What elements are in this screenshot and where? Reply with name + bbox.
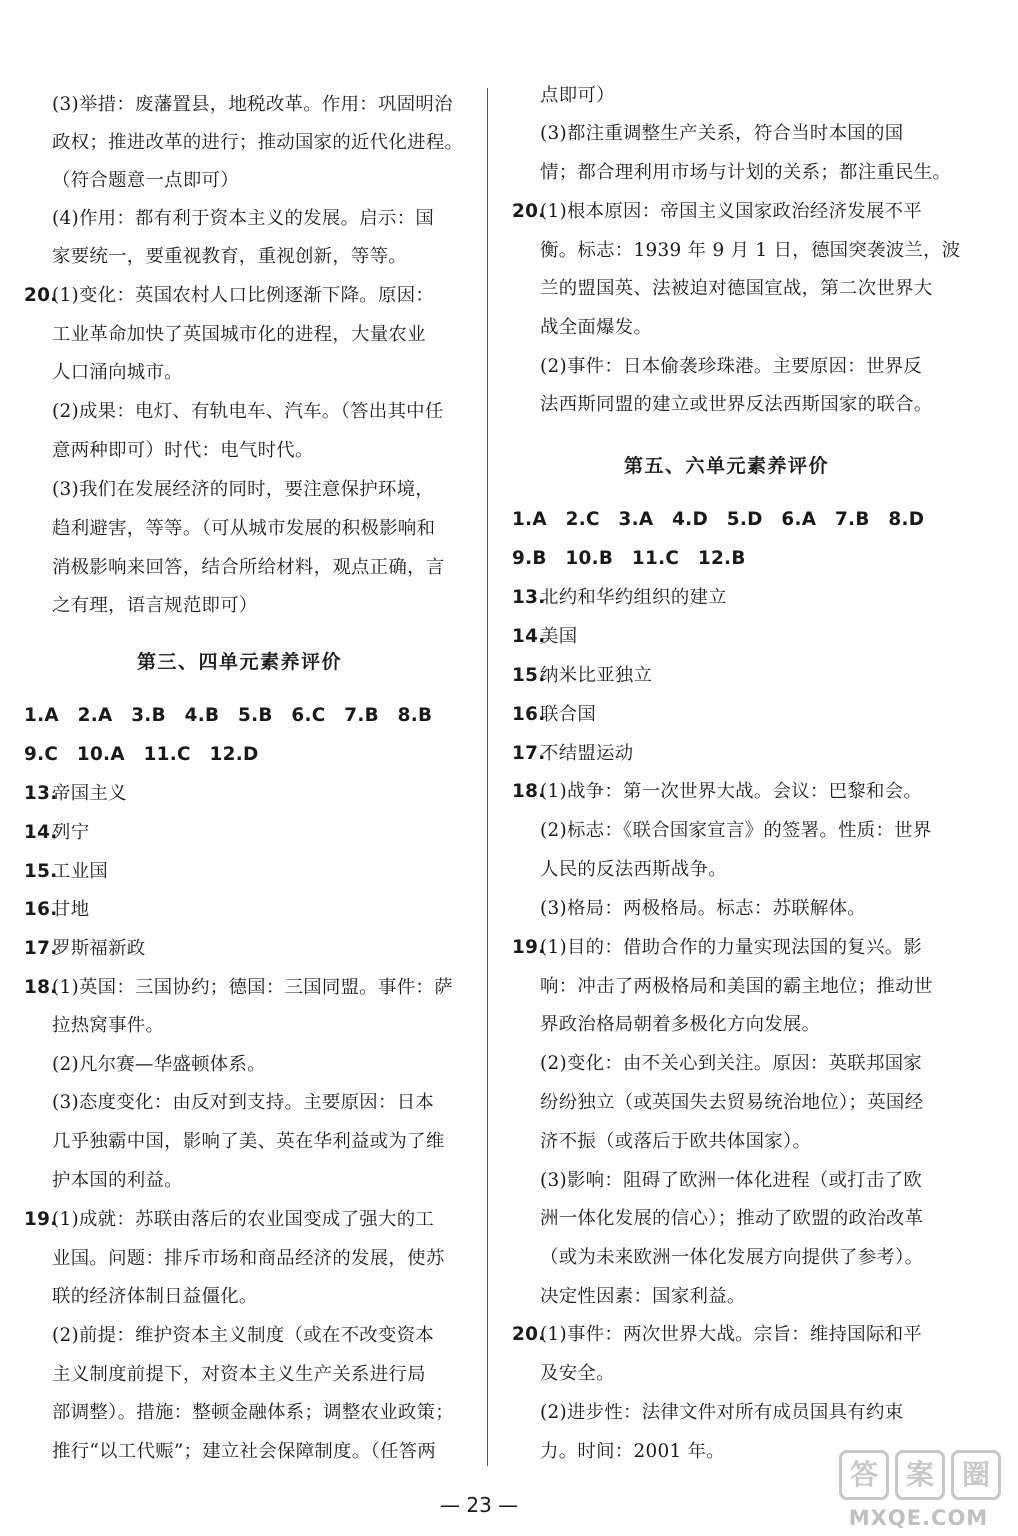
choice-answers: 9.B 10.B 11.C 12.B <box>512 548 746 569</box>
answer-text: (2)事件：日本偷袭珍珠港。主要原因：世界反 <box>540 356 923 377</box>
answer-text: 政权；推进改革的进行；推动国家的近代化进程。 <box>52 132 464 153</box>
right-column-line <box>540 277 933 301</box>
answer-text: (3)态度变化：由反对到支持。主要原因：日本 <box>52 1092 435 1113</box>
answer-text: 人民的反法西斯战争。 <box>540 859 727 880</box>
left-column-line <box>52 1014 164 1038</box>
left-column-line <box>52 1363 426 1387</box>
right-column-line <box>540 1362 615 1386</box>
left-column-line <box>52 1053 266 1077</box>
left-column-line <box>24 1208 434 1232</box>
question-number: 15. <box>24 861 58 882</box>
answer-text: (3)影响：阻碍了欧洲一体化进程（或打击了欧 <box>540 1170 923 1191</box>
right-column-line <box>512 664 652 688</box>
left-column-line <box>52 1130 445 1154</box>
right-column-line <box>540 161 951 185</box>
answer-text: （符合题意一点即可） <box>52 170 239 191</box>
choice-answers: 9.C 10.A 11.C 12.D <box>24 744 259 765</box>
right-column-line <box>512 200 922 224</box>
page-number: — 23 — <box>440 1493 519 1517</box>
left-column-line <box>24 782 127 806</box>
answer-text: (1)事件：两次世界大战。宗旨：维持国际和平 <box>540 1324 923 1345</box>
question-number: 17. <box>24 938 58 959</box>
right-column-line <box>540 1130 811 1154</box>
right-column-line <box>512 936 922 960</box>
answer-text: 帝国主义 <box>52 783 127 804</box>
right-column-line <box>540 897 866 921</box>
question-number: 18. <box>512 781 546 802</box>
left-column-line <box>52 517 435 541</box>
answer-text: 响：冲击了两极格局和美国的霸主地位；推动世 <box>540 976 933 997</box>
left-column-line <box>24 704 432 728</box>
left-column-line <box>52 93 453 117</box>
question-number: 20. <box>512 1324 546 1345</box>
answer-text: 兰的盟国英、法被迫对德国宣战，第二次世界大 <box>540 278 933 299</box>
answer-text: 之有理，语言规范即可） <box>52 595 258 616</box>
left-column-line <box>24 937 145 961</box>
right-column-line <box>540 1052 922 1076</box>
question-number: 19. <box>512 937 546 958</box>
answer-text: 趋利避害，等等。（可从城市发展的积极影响和 <box>52 518 436 539</box>
answer-text: 纳米比亚独立 <box>540 665 653 686</box>
watermark-url: MXQE.COM <box>848 1506 989 1530</box>
answer-text: (1)英国：三国协约；德国：三国同盟。事件：萨 <box>52 977 453 998</box>
right-column-line <box>512 780 922 804</box>
answer-text: (1)变化：英国农村人口比例逐渐下降。原因： <box>52 285 435 306</box>
answer-text: (1)目的：借助合作的力量实现法国的复兴。影 <box>540 937 923 958</box>
answer-text: (1)战争：第一次世界大战。会议：巴黎和会。 <box>540 781 923 802</box>
right-column-line <box>540 239 960 263</box>
question-number: 18. <box>24 977 58 998</box>
right-column-line <box>540 1401 903 1425</box>
right-column-line <box>512 1323 922 1347</box>
right-column-line <box>540 975 933 999</box>
answer-text: (3)都注重调整生产关系，符合当时本国的国 <box>540 123 904 144</box>
right-column-line <box>512 703 596 727</box>
left-column-line <box>52 439 314 463</box>
question-number: 16. <box>512 704 546 725</box>
answer-text: (1)根本原因：帝国主义国家政治经济发展不平 <box>540 201 923 222</box>
left-column-line <box>52 207 434 231</box>
right-column-line <box>540 1091 923 1115</box>
question-number: 17. <box>512 743 546 764</box>
answer-text: (4)作用：都有利于资本主义的发展。启示：国 <box>52 208 435 229</box>
right-column-line <box>540 84 615 108</box>
answer-text: 拉热窝事件。 <box>52 1015 165 1036</box>
answer-text: 推行“以工代赈”；建立社会保障制度。（任答两 <box>52 1441 437 1462</box>
answer-text: 不结盟运动 <box>540 743 634 764</box>
left-column-line <box>52 556 445 580</box>
left-column-line <box>24 898 89 922</box>
answer-text: 联的经济体制日益僵化。 <box>52 1286 258 1307</box>
right-column-line <box>540 1169 922 1193</box>
question-number: 13. <box>512 587 546 608</box>
right-column-line <box>540 1246 923 1270</box>
left-column-line <box>52 1285 258 1309</box>
left-column-line <box>52 1401 454 1425</box>
answer-text: 甘地 <box>52 899 90 920</box>
answer-text: 力。时间：2001 年。 <box>540 1441 725 1462</box>
watermark-logo <box>831 1450 1006 1530</box>
answer-text: 决定性因素：国家利益。 <box>540 1286 746 1307</box>
answer-text: 工业国 <box>52 861 109 882</box>
right-column-line <box>540 1013 820 1037</box>
right-column-line <box>512 547 746 571</box>
answer-text: 业国。问题：排斥市场和商品经济的发展，使苏 <box>52 1248 445 1269</box>
right-column-line <box>540 122 903 146</box>
question-number: 13. <box>24 783 58 804</box>
left-column-line <box>24 821 89 845</box>
answer-text: 家要统一，要重视教育，重视创新，等等。 <box>52 246 408 267</box>
answer-text: 纷纷独立（或英国失去贸易统治地位）；英国经 <box>540 1092 924 1113</box>
left-column-line <box>52 478 434 502</box>
answer-text: 罗斯福新政 <box>52 938 146 959</box>
answer-text: 列宁 <box>52 822 90 843</box>
right-column-line <box>540 1285 746 1309</box>
answer-text: (2)变化：由不关心到关注。原因：英联邦国家 <box>540 1053 923 1074</box>
left-column-line <box>52 400 444 424</box>
left-column-line <box>52 1324 434 1348</box>
left-column-line <box>52 594 258 618</box>
answer-text: 美国 <box>540 626 578 647</box>
answer-text: 洲一体化发展的信心）；推动了欧盟的政治改革 <box>540 1208 924 1229</box>
answer-text: 人口涌向城市。 <box>52 362 183 383</box>
answer-text: (3)举措：废藩置县，地税改革。作用：巩固明治 <box>52 94 453 115</box>
left-column-line <box>24 284 434 308</box>
answer-text: 战全面爆发。 <box>540 317 653 338</box>
right-column-line <box>540 1207 923 1231</box>
left-column-line <box>52 169 239 193</box>
section-heading-units-3-4: 第三、四单元素养评价 <box>137 651 343 673</box>
answer-text: 部调整）。措施：整顿金融体系；调整农业政策； <box>52 1402 454 1423</box>
right-column-line <box>540 819 932 843</box>
question-number: 14. <box>24 822 58 843</box>
left-column-line <box>52 361 183 385</box>
left-column-line <box>52 1440 436 1464</box>
question-number: 14. <box>512 626 546 647</box>
right-column-line <box>512 508 924 532</box>
answer-text: 界政治格局朝着多极化方向发展。 <box>540 1014 821 1035</box>
right-column-line <box>540 316 652 340</box>
answer-text: 法西斯同盟的建立或世界反法西斯国家的联合。 <box>540 394 933 415</box>
section-heading-units-5-6: 第五、六单元素养评价 <box>624 455 830 477</box>
left-column-line <box>52 1091 434 1115</box>
answer-text: (3)我们在发展经济的同时，要注意保护环境， <box>52 479 435 500</box>
choice-answers: 1.A 2.A 3.B 4.B 5.B 6.C 7.B 8.B <box>24 705 433 726</box>
right-column-line <box>512 586 727 610</box>
answer-text: 及安全。 <box>540 1363 615 1384</box>
answer-text: (2)成果：电灯、有轨电车、汽车。（答出其中任 <box>52 401 444 422</box>
answer-text: (3)格局：两极格局。标志：苏联解体。 <box>540 898 867 919</box>
choice-answers: 1.A 2.C 3.A 4.D 5.D 6.A 7.B 8.D <box>512 509 925 530</box>
watermark-char: 答 <box>839 1450 889 1500</box>
left-column-line <box>52 131 463 155</box>
left-column-line <box>52 1247 445 1271</box>
answer-text: (2)进步性：法律文件对所有成员国具有约束 <box>540 1402 904 1423</box>
question-number: 19. <box>24 1209 58 1230</box>
answer-text: 护本国的利益。 <box>52 1170 183 1191</box>
answer-text: 意两种即可）时代：电气时代。 <box>52 440 314 461</box>
answer-text: (2)凡尔赛—华盛顿体系。 <box>52 1054 266 1075</box>
answer-text: 主义制度前提下，对资本主义生产关系进行局 <box>52 1364 426 1385</box>
left-column-line <box>52 245 407 269</box>
answer-text: 几乎独霸中国，影响了美、英在华利益或为了维 <box>52 1131 445 1152</box>
question-number: 15. <box>512 665 546 686</box>
answer-text: 北约和华约组织的建立 <box>540 587 727 608</box>
question-number: 16. <box>24 899 58 920</box>
answer-text: 济不振（或落后于欧共体国家）。 <box>540 1131 812 1152</box>
watermark-char: 案 <box>895 1450 945 1500</box>
answer-text: （或为未来欧洲一体化发展方向提供了参考）。 <box>540 1247 924 1268</box>
question-number: 20. <box>512 201 546 222</box>
answer-text: 联合国 <box>540 704 597 725</box>
answer-text: 点即可） <box>540 85 615 106</box>
right-column-line <box>540 1440 725 1464</box>
watermark-char: 圈 <box>951 1450 1001 1500</box>
answer-text: (1)成就：苏联由落后的农业国变成了强大的工 <box>52 1209 435 1230</box>
answer-text: 情；都合理利用市场与计划的关系；都注重民生。 <box>540 162 952 183</box>
right-column-line <box>540 355 922 379</box>
left-column-line <box>52 323 426 347</box>
right-column-line <box>512 625 577 649</box>
answer-text: 衡。标志：1939 年 9 月 1 日，德国突袭波兰，波 <box>540 240 961 261</box>
answer-text: (2)标志：《联合国家宣言》的签署。性质：世界 <box>540 820 932 841</box>
right-column-line <box>512 742 633 766</box>
column-divider <box>487 88 488 1466</box>
question-number: 20. <box>24 285 58 306</box>
left-column-line <box>24 743 259 767</box>
answer-text: (2)前提：维护资本主义制度（或在不改变资本 <box>52 1325 435 1346</box>
answer-text: 消极影响来回答，结合所给材料，观点正确，言 <box>52 557 445 578</box>
answer-text: 工业革命加快了英国城市化的进程，大量农业 <box>52 324 426 345</box>
left-column-line <box>24 976 453 1000</box>
left-column-line <box>52 1169 183 1193</box>
left-column-line <box>24 860 108 884</box>
right-column-line <box>540 393 933 417</box>
right-column-line <box>540 858 727 882</box>
